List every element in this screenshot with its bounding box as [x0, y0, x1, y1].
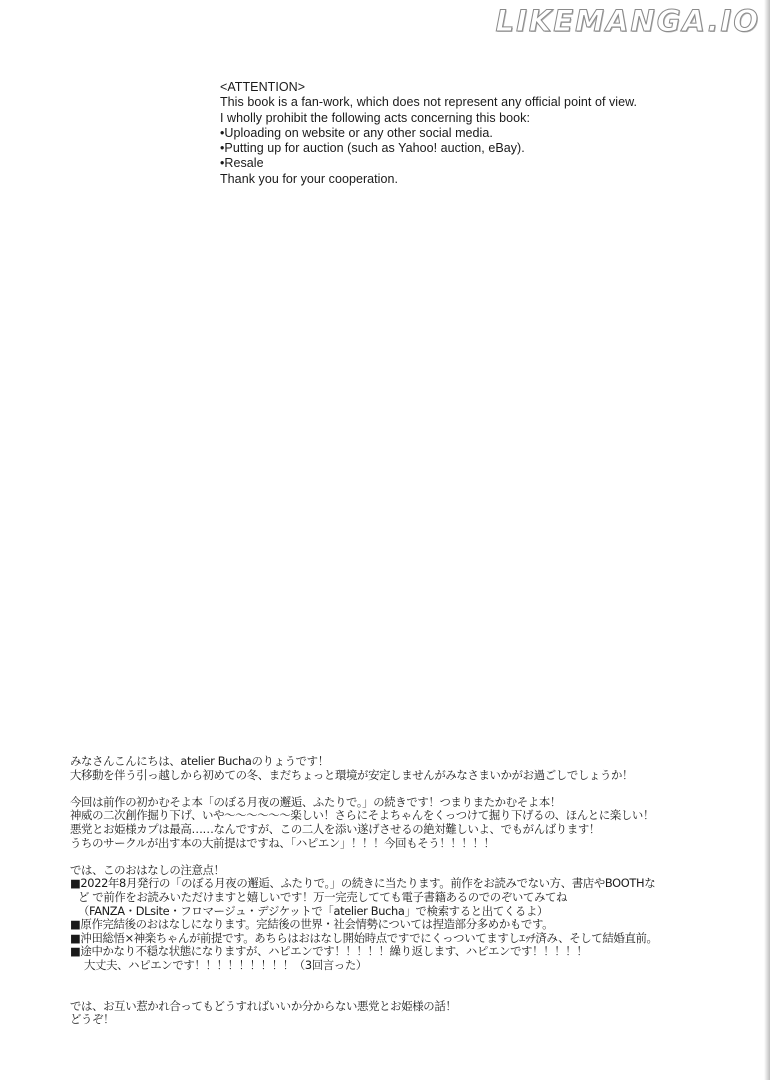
caution-line: ■途中かなり不穏な状態になりますが、ハピエンです！！！！！繰り返します、ハピエンです！！！！！: [70, 944, 588, 959]
watermark: LIKEMANGA.IO: [495, 4, 760, 38]
attention-notice: [220, 80, 720, 187]
attention-line: •Resale: [220, 156, 264, 171]
caution-line: （FANZA・DLsite・フロマージュ・デジケットで「atelier Bucha」で検索すると出てくるよ）: [78, 903, 549, 918]
paragraph-gap: [70, 986, 750, 1000]
paragraph-gap: [70, 850, 750, 864]
intro-line: 今回は前作の初かむそよ本「のぼる月夜の邂逅、ふたりで。」の続きです！つまりまたかむそよ本！: [70, 794, 561, 809]
caution-heading: では、このおはなしの注意点！: [70, 862, 225, 877]
paragraph-gap: [70, 973, 750, 987]
intro-line: うちのサークルが出す本の大前提はですね、「ハピエン」！！！今回もそう！！！！！: [70, 835, 495, 850]
greeting-line: 大移動を伴う引っ越しから初めての冬、まだちょっと環境が安定しませんがみなさまいかがお過ごしでしょうか！: [70, 767, 634, 782]
attention-line: •Putting up for auction (such as Yahoo! auction, eBay).: [220, 141, 525, 156]
caution-line: ■沖田総悟×神楽ちゃんが前提です。あちらはおはなし開始時点ですでにくっついてますしｴｯﾁ済み、そして結婚直前。: [70, 930, 658, 945]
caution-line: ■2022年8月発行の「のぼる月夜の邂逅、ふたりで。」の続きに当たります。前作をお読みでない方、書店やBOOTHな: [70, 876, 656, 891]
author-notes: [70, 755, 750, 1027]
caution-line: 大丈夫、ハピエンです！！！！！！！！！（3回言った）: [84, 957, 367, 972]
closing-line: どうぞ！: [70, 1012, 115, 1027]
attention-line: I wholly prohibit the following acts concerning this book:: [220, 110, 531, 125]
page-edge: [764, 0, 770, 1080]
attention-line: Thank you for your cooperation.: [220, 171, 399, 186]
attention-heading: <ATTENTION>: [220, 80, 306, 94]
greeting-line: みなさんこんにちは、atelier Buchaのりょうです！: [70, 754, 329, 768]
caution-line: ど で前作をお読みいただけますと嬉しいです！万一完売してても電子書籍あるのでのぞいてみてね: [78, 889, 568, 904]
intro-line: 神威の二次創作掘り下げ、いや〜〜〜〜〜〜楽しい！さらにそよちゃんをくっつけて掘り下げるの、ほんとに楽しい！: [70, 808, 655, 823]
closing-line: では、お互い惹かれ合ってもどうすればいいか分からない悪党とお姫様の話！: [70, 998, 457, 1013]
attention-line: •Uploading on website or any other social media.: [220, 125, 493, 140]
attention-line: This book is a fan-work, which does not represent any official point of view.: [220, 95, 638, 110]
paragraph-gap: [70, 782, 750, 796]
caution-line: ■原作完結後のおはなしになります。完結後の世界・社会情勢については捏造部分多めかもです。: [70, 917, 554, 932]
intro-line: 悪党とお姫様カプは最高……なんですが、この二人を添い遂げさせるの絶対難しいよ、でもがんばります！: [70, 821, 600, 836]
